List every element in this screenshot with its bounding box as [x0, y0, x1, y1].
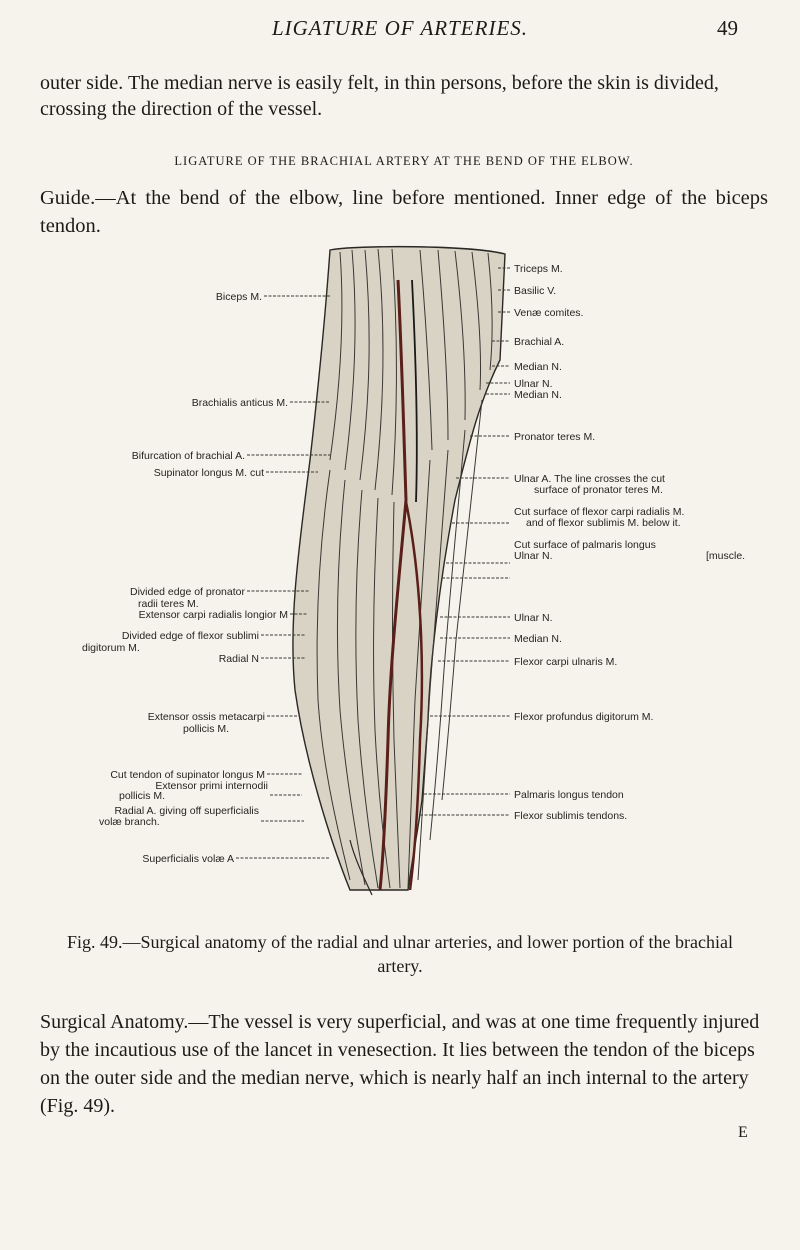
label-flexor-ulnaris: Flexor carpi ulnaris M. — [514, 656, 618, 668]
figure-caption: Fig. 49.—Surgical anatomy of the radial and ulnar arteries, and lower portion of the brachial artery. — [67, 932, 733, 976]
label-ulnar-3: Ulnar N. — [514, 612, 553, 624]
label-cut-surface-2: and of flexor sublimis M. below it. — [526, 517, 681, 529]
right-labels — [514, 263, 745, 822]
label-palmaris: Cut surface of palmaris longus — [514, 539, 656, 551]
paragraph-surgical-anatomy: Surgical Anatomy.—The vessel is very superficial, and was at one time frequently injured by the incautious use of the lancet in venesection. It lies between the tendon of the biceps on the outer side and the median nerve, which is nearly half an inch internal to the artery (Fig. 49). — [40, 1011, 760, 1117]
label-ext-ossis: Extensor ossis metacarpi — [147, 711, 265, 723]
label-flexor-tendons: Flexor sublimis tendons. — [514, 810, 628, 822]
guide-paragraph: Guide.—At the bend of the elbow, line before mentioned. Inner edge of the biceps tendon. — [40, 187, 768, 237]
label-radial-n: Radial N — [218, 653, 259, 665]
label-radial-a-2: volæ branch. — [99, 816, 160, 828]
label-flexor-profundus: Flexor profundus digitorum M. — [514, 711, 654, 723]
label-median-1: Median N. — [514, 361, 562, 373]
label-ext-carpi: Extensor carpi radialis longior M — [138, 609, 288, 621]
label-radial-a: Radial A. giving off superficialis — [114, 805, 259, 817]
label-superficialis: Superficialis volæ A — [142, 853, 234, 865]
label-triceps: Triceps M. — [514, 263, 563, 275]
page-number: 49 — [717, 16, 738, 40]
signature-mark: E — [738, 1124, 748, 1141]
running-title: LIGATURE OF ARTERIES. — [271, 16, 529, 40]
label-basilic: Basilic V. — [514, 285, 557, 297]
label-palmaris-tendon: Palmaris longus tendon — [514, 789, 624, 801]
label-flexor-edge: Divided edge of flexor sublimi — [121, 630, 259, 642]
label-ext-primi: Extensor primi internodii — [155, 780, 268, 792]
label-pronator-edge-2: radii teres M. — [138, 598, 199, 610]
label-bifurcation: Bifurcation of brachial A. — [131, 450, 245, 462]
anatomical-figure — [0, 240, 800, 920]
label-cut-tendon: Cut tendon of supinator longus M — [110, 769, 265, 781]
arm-illustration — [293, 247, 505, 895]
label-pronator-teres: Pronator teres M. — [514, 431, 596, 443]
page-header — [0, 14, 800, 50]
label-cut-surface: Cut surface of flexor carpi radialis M. — [514, 506, 685, 518]
label-ulnar-a: Ulnar A. The line crosses the cut — [514, 473, 665, 485]
label-biceps: Biceps M. — [215, 291, 262, 303]
left-labels — [82, 291, 288, 865]
label-ext-ossis-2: pollicis M. — [183, 723, 230, 735]
label-ext-primi-2: pollicis M. — [119, 790, 166, 802]
label-ulnar-2: Ulnar N. — [514, 550, 553, 562]
label-palmaris-2: [muscle. — [706, 550, 746, 562]
label-supinator: Supinator longus M. cut — [153, 467, 264, 479]
label-flexor-edge-2: digitorum M. — [82, 642, 140, 654]
label-median-2: Median N. — [514, 389, 562, 401]
label-brachialis: Brachialis anticus M. — [191, 397, 288, 409]
paragraph-intro: outer side. The median nerve is easily felt, in thin persons, before the skin is divided, crossing the direction of the vessel. — [40, 72, 719, 120]
label-ulnar-a-2: surface of pronator teres M. — [534, 484, 663, 496]
label-ulnar-1: Ulnar N. — [514, 378, 553, 390]
section-heading: LIGATURE OF THE BRACHIAL ARTERY AT THE BEND OF THE ELBOW. — [174, 154, 634, 168]
label-venae: Venæ comites. — [514, 307, 584, 319]
label-median-3: Median N. — [514, 633, 562, 645]
label-brachial-a: Brachial A. — [514, 336, 565, 348]
label-pronator-edge: Divided edge of pronator — [130, 586, 245, 598]
